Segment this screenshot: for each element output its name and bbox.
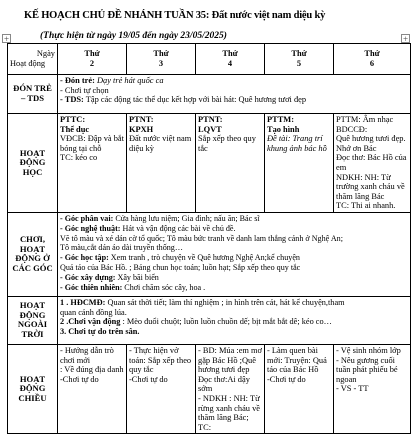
hoc-cell-tue: PTNT: KPXH Đất nước việt nam diệu kỳ bbox=[127, 114, 196, 213]
chieu-cell-thu: - Làm quen bài mới: Truyện: Quả táo của Bác Hồ -Chơi tự do bbox=[265, 344, 334, 433]
corner-header-cell bbox=[8, 44, 58, 75]
ngoai-troi-label: HOẠT ĐỘNG NGOÀI TRỜI bbox=[8, 296, 58, 344]
chieu-cell-tue: - Thực hiện vở toán: Sắp xếp theo quy tắc -Chơi tự do bbox=[127, 344, 196, 433]
don-tre-row bbox=[8, 75, 411, 114]
day-header-tue: Thứ 3 bbox=[127, 44, 196, 75]
chieu-cell-mon: - Hướng dẫn trò chơi mới : Về đúng địa danh -Chơi tự do bbox=[58, 344, 127, 433]
page-corner-icon: + bbox=[402, 34, 409, 44]
date-range: (Thực hiện từ ngày 19/05 đến ngày 23/05/2025) bbox=[40, 31, 227, 41]
list-item: - Góc nghệ thuật: Hát và vận động các bài về chủ đề. bbox=[60, 223, 236, 233]
list-item: - Góc học tập: Xem tranh , trò chuyện về Quê hương Nghệ An;kể chuyện bbox=[60, 253, 300, 263]
don-tre-content: - Đón trẻ: Dạy trẻ hát quốc ca - Chơi tự chọn - TDS: Tập các động tác thể dục kết hợp với bài hát: Quê hương tươi đẹp bbox=[58, 75, 411, 114]
header-row bbox=[8, 44, 411, 75]
ngoai-troi-content: 1 . HĐCMĐ: Quan sát thời tiết; làm thí nghiệm ; in hình trên cát, hát kể chuyện,tham quan cảnh đồng lúa. 2 .Chơi vận động : Mèo đuổi chuột; luồn luồn chuồn dế; bịt mắt bắt dê; kéo co… 3. Chơi tự do trên sân. bbox=[58, 296, 411, 344]
list-item: - Góc xây dựng: Xây bãi biển bbox=[60, 272, 159, 282]
chieu-cell-fri: - Vệ sinh nhóm lớp - Nêu gương cuối tuần phát phiếu bé ngoan - VS - TT bbox=[334, 344, 411, 433]
chieu-row bbox=[8, 344, 411, 433]
ngoai-troi-row bbox=[8, 296, 411, 344]
weekly-plan-table bbox=[7, 43, 411, 434]
choi-goc-row bbox=[8, 212, 411, 296]
page-title: KẾ HOẠCH CHỦ ĐỀ NHÁNH TUẦN 35: Đất nước việt nam diệu kỳ bbox=[24, 10, 326, 21]
chieu-cell-wed: - BD: Múa :em mơ gặp Bác Hồ ;Quê hương tươi đẹp Đọc thơ:Ai dậy sớm - NDKH : NH: Từ rừng xanh cháu về thăm lăng Bác; TC: bbox=[196, 344, 265, 433]
hoc-cell-mon: PTTC: Thể dục VĐCB: Đập và bắt bóng tại chỗ TC: kéo co bbox=[58, 114, 127, 213]
list-item: - Góc thiên nhiên: Chơi chăm sóc cây, hoa . bbox=[60, 282, 206, 292]
list-item: - Góc phân vai: Cửa hàng lưu niệm; Gia đình; nấu ăn; Bác sĩ bbox=[60, 213, 260, 223]
hoc-cell-fri: PTTM: Âm nhạc BDCCĐ: Quê hương tươi đẹp. Nhớ ơn Bác Đọc thơ: Bác Hồ của em NDKH: NH: Từ trường xanh cháu về thăm lăng Bác TC: Thi ai nhanh. bbox=[334, 114, 411, 213]
chieu-label: HOẠT ĐỘNG CHIỀU bbox=[8, 344, 58, 433]
list-item: Vẽ tô màu và xé dán cờ tổ quốc; Tô màu bức tranh về danh lam thắng cảnh ở Nghệ An; bbox=[60, 233, 343, 243]
day-header-wed: Thứ 4 bbox=[196, 44, 265, 75]
day-header-fri: Thứ 6 bbox=[334, 44, 411, 75]
choi-goc-content bbox=[58, 212, 411, 296]
list-item: Quả táo của Bác Hồ. ; Bảng chun học toán; luồn hạt; Sắp xếp theo quy tắc bbox=[60, 262, 301, 272]
hoc-cell-wed: PTNT: LQVT Sắp xếp theo quy tắc bbox=[196, 114, 265, 213]
hoat-dong-hoc-label: HOẠT ĐỘNG HỌC bbox=[8, 114, 58, 213]
day-header-thu: Thứ 5 bbox=[265, 44, 334, 75]
corner-activity-label: Hoạt động bbox=[10, 59, 46, 68]
hoat-dong-hoc-row bbox=[8, 114, 411, 213]
table-move-handle-icon[interactable]: + bbox=[3, 34, 10, 44]
corner-day-label: Ngày bbox=[36, 49, 55, 59]
hoc-cell-thu: PTTM: Tạo hình Đề tài: Trang trí khung ảnh bác hồ bbox=[265, 114, 334, 213]
don-tre-label: ĐÓN TRẺ – TDS bbox=[8, 75, 58, 114]
day-header-mon: Thứ 2 bbox=[58, 44, 127, 75]
list-item: Tô màu,cắt dán áo dài truyền thống… bbox=[60, 243, 183, 253]
choi-goc-label: CHƠI, HOẠT ĐỘNG Ở CÁC GÓC bbox=[8, 212, 58, 296]
